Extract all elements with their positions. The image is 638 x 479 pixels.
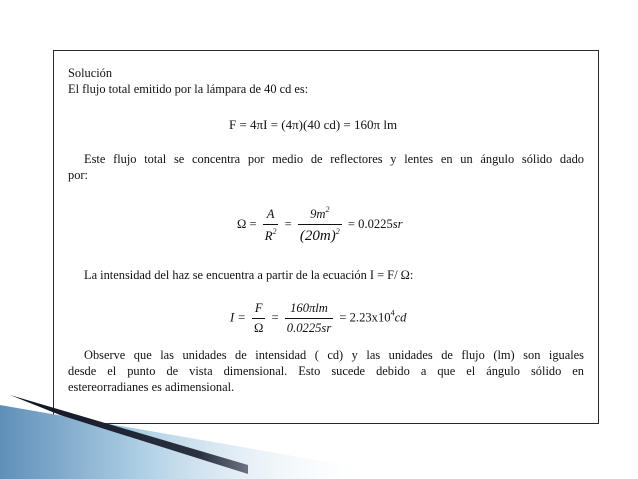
eq3-fraction-1	[252, 301, 265, 336]
eq3-unit: cd	[394, 310, 407, 325]
decorative-swoosh	[0, 395, 638, 479]
paragraph-3-line-1: Observe que las unidades de intensidad ( cd) y las unidades de flujo (lm) son iguales	[84, 348, 584, 362]
paragraph-1-line-1: Este flujo total se concentra por medio de reflectores y lentes en un ángulo sólido dado	[84, 152, 584, 166]
eq2-result: = 0.0225	[347, 216, 393, 231]
eq3-exp: 4	[390, 308, 395, 318]
equation-intensity	[230, 301, 406, 336]
eq3-lhs: I =	[230, 310, 246, 325]
eq2-f2-denominator: (20m)	[299, 228, 336, 244]
swoosh-light-blue	[0, 405, 380, 479]
eq2-unit: sr	[392, 216, 403, 231]
eq3-f2-denominator: 0.0225sr	[286, 321, 332, 335]
eq2-f1-numerator: A	[263, 207, 279, 225]
intro-text: El flujo total emitido por la lámpara de 40 cd es:	[68, 82, 309, 96]
paragraph-3-line-3: estereorradianes es adimensional.	[68, 380, 235, 394]
heading: Solución	[68, 66, 113, 80]
eq2-lhs: Ω =	[237, 216, 257, 231]
eq2-equals: =	[284, 216, 292, 231]
eq3-f1-numerator: F	[252, 301, 265, 319]
eq3-f2-numerator: 160πlm	[285, 301, 333, 319]
equation-solid-angle	[237, 205, 403, 245]
eq2-f1-denominator: R	[264, 228, 273, 243]
paragraph-1-line-2: por:	[68, 168, 88, 182]
paragraph-3-line-2: desde el punto de vista dimensional. Esto sucede debido a que el ángulo sólido en	[68, 364, 584, 378]
eq2-f2-numerator: 9m	[310, 207, 326, 221]
eq2-fraction-2	[298, 205, 342, 245]
equation-flux: F = 4πI = (4π)(40 cd) = 160π lm	[229, 117, 398, 132]
document-frame	[53, 50, 599, 424]
eq2-f2-den-exp: 2	[335, 227, 340, 236]
eq2-f1-den-exp: 2	[272, 226, 277, 236]
eq3-fraction-2	[285, 301, 333, 336]
eq2-fraction-1	[263, 207, 279, 244]
eq2-f2-num-exp: 2	[325, 205, 330, 214]
eq3-result: = 2.23x10	[339, 310, 391, 325]
paragraph-2: La intensidad del haz se encuentra a partir de la ecuación I = F/ Ω:	[84, 268, 414, 282]
eq3-f1-denominator: Ω	[254, 321, 264, 335]
eq3-equals: =	[271, 310, 279, 325]
